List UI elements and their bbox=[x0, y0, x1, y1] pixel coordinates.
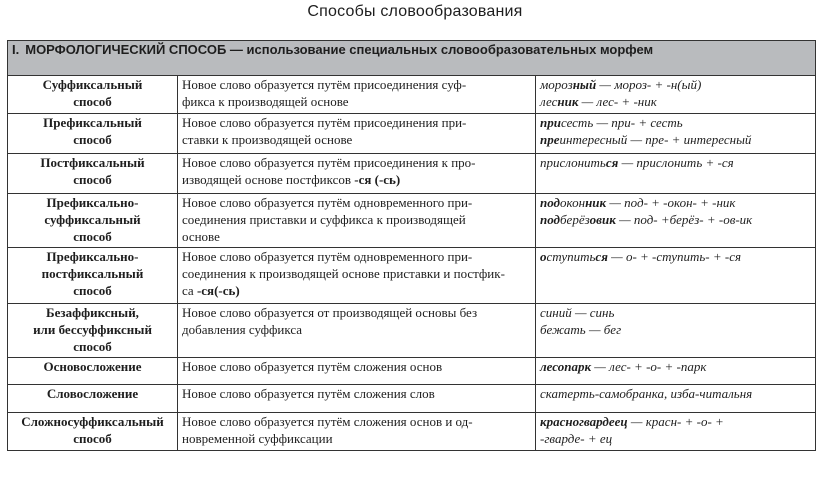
example-line bbox=[540, 321, 811, 338]
description-text: Новое слово образуется путём присоединения при- bbox=[182, 115, 467, 130]
method-row bbox=[8, 248, 816, 304]
section-name: МОРФОЛОГИЧЕСКИЙ СПОСОБ bbox=[25, 42, 227, 57]
method-name-line: Безаффиксный, bbox=[46, 305, 139, 320]
description-line bbox=[182, 413, 531, 430]
section-description: использование специальных словообразовательных морфем bbox=[246, 42, 654, 57]
example-word-start: скатерть-самобранка, изба-читальня bbox=[540, 386, 753, 401]
example-breakdown: — пре- + интересный bbox=[627, 132, 752, 147]
section-header-row bbox=[8, 41, 816, 76]
example-bold-prefix: под bbox=[540, 212, 561, 227]
example-bold-prefix: о bbox=[540, 249, 547, 264]
method-name-line: суффиксальный bbox=[44, 212, 141, 227]
example-cell bbox=[536, 154, 816, 194]
method-description-cell bbox=[178, 304, 536, 358]
description-line bbox=[182, 385, 531, 402]
method-description-cell bbox=[178, 358, 536, 385]
example-line bbox=[540, 304, 811, 321]
example-bold-prefix: красногвардеец bbox=[540, 414, 628, 429]
example-breakdown: — лес- + -о- + -парк bbox=[591, 359, 707, 374]
example-breakdown: — прислонить + -ся bbox=[618, 155, 734, 170]
description-line bbox=[182, 76, 531, 93]
method-name-cell bbox=[8, 358, 178, 385]
description-line bbox=[182, 228, 531, 245]
description-text: Новое слово образуется путём одновременного при- bbox=[182, 249, 473, 264]
description-text: соединения к производящей основе приставки и постфик- bbox=[182, 266, 505, 281]
method-description-cell bbox=[178, 194, 536, 248]
example-line bbox=[540, 430, 811, 447]
method-row bbox=[8, 76, 816, 114]
description-line bbox=[182, 358, 531, 375]
description-text: Новое слово образуется от производящей основы без bbox=[182, 305, 478, 320]
example-word-start: мороз bbox=[540, 77, 573, 92]
example-bold-part: ный bbox=[572, 77, 597, 92]
method-row bbox=[8, 154, 816, 194]
method-row bbox=[8, 304, 816, 358]
description-line bbox=[182, 321, 531, 338]
example-word-start: лес bbox=[540, 94, 558, 109]
page-title: Способы словообразования bbox=[307, 3, 523, 20]
example-bold-part: овик bbox=[589, 212, 616, 227]
method-name-cell bbox=[8, 76, 178, 114]
description-line bbox=[182, 131, 531, 148]
example-line bbox=[540, 413, 811, 430]
method-name-cell bbox=[8, 304, 178, 358]
method-row bbox=[8, 114, 816, 154]
example-bold-prefix: пре bbox=[540, 132, 560, 147]
method-description-cell bbox=[178, 413, 536, 451]
description-text: ставки к производящей основе bbox=[182, 132, 353, 147]
example-bold-part: ник bbox=[585, 195, 607, 210]
example-line bbox=[540, 358, 811, 375]
method-name-line: Префиксальный bbox=[43, 115, 142, 130]
example-line bbox=[540, 114, 811, 131]
method-name-line: Основосложение bbox=[43, 359, 142, 374]
example-breakdown: — лес- + -ник bbox=[578, 94, 657, 109]
description-line bbox=[182, 114, 531, 131]
description-text: основе bbox=[182, 229, 220, 244]
example-cell bbox=[536, 358, 816, 385]
example-line bbox=[540, 93, 811, 110]
description-line bbox=[182, 248, 531, 265]
description-line bbox=[182, 171, 531, 188]
example-breakdown: — о- + -ступить- + -ся bbox=[607, 249, 742, 264]
example-breakdown: — под- + -окон- + -ник bbox=[606, 195, 736, 210]
method-name-cell bbox=[8, 114, 178, 154]
method-name-line: Словосложение bbox=[46, 386, 139, 401]
example-word-start: сесть bbox=[560, 115, 594, 130]
postfix-marker: -ся (-сь) bbox=[354, 172, 401, 187]
description-line bbox=[182, 265, 531, 282]
example-line bbox=[540, 131, 811, 148]
word-formation-table bbox=[7, 40, 816, 451]
method-description-cell bbox=[178, 114, 536, 154]
method-name-cell bbox=[8, 385, 178, 413]
example-bold-part: ник bbox=[557, 94, 579, 109]
method-name-line: Суффиксальный bbox=[42, 77, 143, 92]
method-row bbox=[8, 413, 816, 451]
description-text: новременной суффиксации bbox=[182, 431, 333, 446]
method-description-cell bbox=[178, 248, 536, 304]
method-name-line: способ bbox=[73, 132, 112, 147]
example-bold-prefix: лесопарк bbox=[540, 359, 592, 374]
example-cell bbox=[536, 304, 816, 358]
method-description-cell bbox=[178, 76, 536, 114]
method-row bbox=[8, 194, 816, 248]
example-bold-prefix: под bbox=[540, 195, 561, 210]
example-bold-part: ся bbox=[605, 155, 619, 170]
example-word-start: берёз bbox=[560, 212, 590, 227]
description-text: добавления суффикса bbox=[182, 322, 303, 337]
description-text: изводящей основе постфиксов bbox=[182, 172, 355, 187]
method-description-cell bbox=[178, 154, 536, 194]
method-name-line: способ bbox=[73, 94, 112, 109]
example-line bbox=[540, 248, 811, 265]
method-name-line: способ bbox=[73, 172, 112, 187]
description-line bbox=[182, 282, 531, 299]
description-text: соединения приставки и суффикса к производящей bbox=[182, 212, 466, 227]
method-description-cell bbox=[178, 385, 536, 413]
method-name-cell bbox=[8, 413, 178, 451]
method-row bbox=[8, 385, 816, 413]
postfix-marker: -ся(-сь) bbox=[196, 283, 240, 298]
description-text: са bbox=[182, 283, 197, 298]
section-numeral: I. bbox=[12, 42, 20, 57]
example-breakdown: — при- + сесть bbox=[593, 115, 683, 130]
description-text: Новое слово образуется путём одновременного при- bbox=[182, 195, 473, 210]
description-text: Новое слово образуется путём сложения слов bbox=[182, 386, 435, 401]
description-text: фикса к производящей основе bbox=[182, 94, 349, 109]
example-word-start: бежать — бег bbox=[540, 322, 622, 337]
method-name-line: способ bbox=[73, 431, 112, 446]
example-breakdown: — под- +берёз- + -ов-ик bbox=[615, 212, 753, 227]
method-name-cell bbox=[8, 154, 178, 194]
method-name-line: Постфиксальный bbox=[40, 155, 145, 170]
example-line bbox=[540, 211, 811, 228]
method-name-cell bbox=[8, 194, 178, 248]
example-breakdown: — красн- + -о- + bbox=[627, 414, 724, 429]
example-cell bbox=[536, 385, 816, 413]
example-line bbox=[540, 194, 811, 211]
example-word-start: окон bbox=[560, 195, 586, 210]
description-line bbox=[182, 304, 531, 321]
example-line bbox=[540, 385, 811, 402]
description-text: Новое слово образуется путём сложения основ и од- bbox=[182, 414, 473, 429]
example-word-start: интересный bbox=[559, 132, 628, 147]
example-cell bbox=[536, 248, 816, 304]
description-line bbox=[182, 154, 531, 171]
method-name-line: постфиксальный bbox=[41, 266, 144, 281]
method-row bbox=[8, 358, 816, 385]
section-header bbox=[8, 41, 816, 76]
example-word-start: синий — синь bbox=[540, 305, 615, 320]
method-name-line: способ bbox=[73, 229, 112, 244]
method-name-line: способ bbox=[73, 283, 112, 298]
method-name-line: или бессуффиксный bbox=[33, 322, 152, 337]
description-text: Новое слово образуется путём присоединения к про- bbox=[182, 155, 476, 170]
description-text: Новое слово образуется путём присоединения суф- bbox=[182, 77, 467, 92]
method-name-cell bbox=[8, 248, 178, 304]
description-text: Новое слово образуется путём сложения основ bbox=[182, 359, 443, 374]
section-dash: — bbox=[226, 42, 247, 57]
description-line bbox=[182, 211, 531, 228]
example-cell bbox=[536, 114, 816, 154]
example-line bbox=[540, 154, 811, 171]
example-bold-prefix: при bbox=[540, 115, 561, 130]
example-word-start: ступить bbox=[546, 249, 596, 264]
example-word-start: -гварде- + ец bbox=[540, 431, 613, 446]
method-name-line: Сложносуффиксальный bbox=[21, 414, 164, 429]
example-cell bbox=[536, 76, 816, 114]
description-line bbox=[182, 194, 531, 211]
description-line bbox=[182, 93, 531, 110]
example-cell bbox=[536, 194, 816, 248]
example-word-start: прислонить bbox=[540, 155, 606, 170]
description-line bbox=[182, 430, 531, 447]
example-line bbox=[540, 76, 811, 93]
method-name-line: Префиксально- bbox=[46, 249, 139, 264]
example-cell bbox=[536, 413, 816, 451]
method-name-line: Префиксально- bbox=[46, 195, 139, 210]
example-breakdown: — мороз- + -н(ый) bbox=[596, 77, 702, 92]
method-name-line: способ bbox=[73, 339, 112, 354]
example-bold-part: ся bbox=[595, 249, 608, 264]
